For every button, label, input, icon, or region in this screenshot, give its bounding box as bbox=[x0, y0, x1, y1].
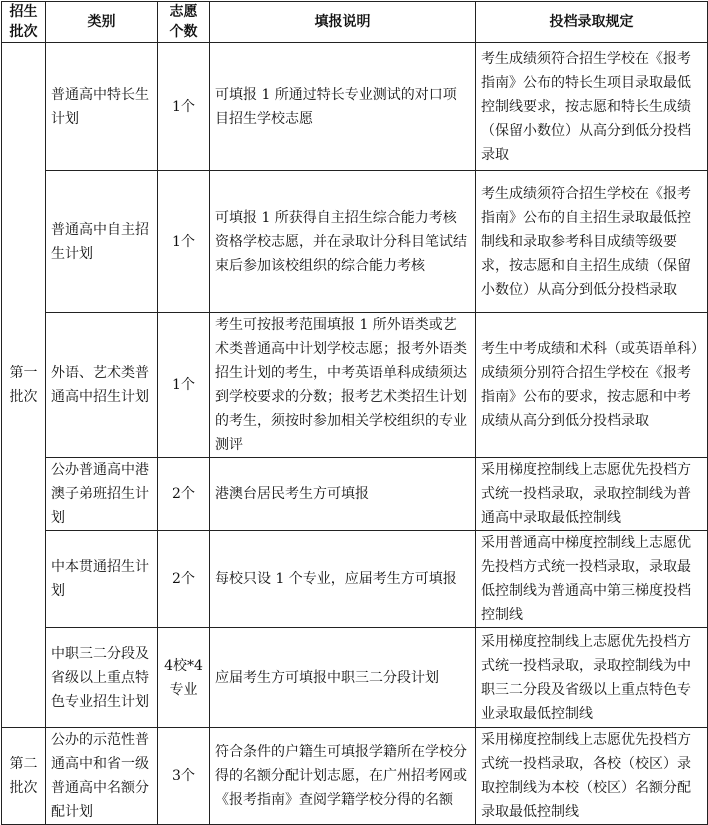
filling-cell: 符合条件的户籍生可填报学籍所在学校分得的名额分配计划志愿，在广州招考网或《报考指南》查阅学籍学校分得的名额 bbox=[210, 728, 476, 825]
header-rule: 投档录取规定 bbox=[476, 2, 708, 43]
rule-cell: 采用梯度控制线上志愿优先投档方式统一投档录取，各校（校区）录取控制线为本校（校区）名额分配录取最低控制线 bbox=[476, 728, 708, 825]
count-cell: 3个 bbox=[158, 728, 210, 825]
header-row bbox=[2, 2, 708, 43]
count-cell: 2个 bbox=[158, 458, 210, 531]
table-row bbox=[2, 628, 708, 728]
table-row bbox=[2, 458, 708, 531]
category-cell: 普通高中特长生计划 bbox=[46, 43, 158, 171]
category-cell: 公办普通高中港澳子弟班招生计划 bbox=[46, 458, 158, 531]
table-row bbox=[2, 43, 708, 171]
table-row bbox=[2, 728, 708, 825]
batch-two-cell: 第二批次 bbox=[2, 728, 46, 825]
count-cell: 4校*4专业 bbox=[158, 628, 210, 728]
rule-cell: 考生成绩须符合招生学校在《报考指南》公布的特长生项目录取最低控制线要求，按志愿和特长生成绩（保留小数位）从高分到低分投档录取 bbox=[476, 43, 708, 171]
filling-cell: 可填报 1 所获得自主招生综合能力考核资格学校志愿，并在录取计分科目笔试结束后参加该校组织的综合能力考核 bbox=[210, 171, 476, 313]
filling-cell: 应届考生方可填报中职三二分段计划 bbox=[210, 628, 476, 728]
filling-cell: 港澳台居民考生方可填报 bbox=[210, 458, 476, 531]
category-cell: 外语、艺术类普通高中招生计划 bbox=[46, 313, 158, 458]
filling-cell: 可填报 1 所通过特长专业测试的对口项目招生学校志愿 bbox=[210, 43, 476, 171]
rule-cell: 考生中考成绩和术科（或英语单科）成绩须分别符合招生学校在《报考指南》公布的要求，按志愿和中考成绩从高分到低分投档录取 bbox=[476, 313, 708, 458]
header-filling: 填报说明 bbox=[210, 2, 476, 43]
category-cell: 普通高中自主招生计划 bbox=[46, 171, 158, 313]
rule-cell: 采用普通高中梯度控制线上志愿优先投档方式统一投档录取，录取最低控制线为普通高中第三梯度投档控制线 bbox=[476, 531, 708, 628]
count-cell: 2个 bbox=[158, 531, 210, 628]
table-row bbox=[2, 171, 708, 313]
batch-one-cell: 第一批次 bbox=[2, 43, 46, 728]
admission-table bbox=[1, 1, 708, 825]
category-cell: 公办的示范性普通高中和省一级普通高中名额分配计划 bbox=[46, 728, 158, 825]
category-cell: 中本贯通招生计划 bbox=[46, 531, 158, 628]
count-cell: 1个 bbox=[158, 313, 210, 458]
rule-cell: 考生成绩须符合招生学校在《报考指南》公布的自主招生录取最低控制线和录取参考科目成绩等级要求，按志愿和自主招生成绩（保留小数位）从高分到低分投档录取 bbox=[476, 171, 708, 313]
header-category: 类别 bbox=[46, 2, 158, 43]
filling-cell: 考生可按报考范围填报 1 所外语类或艺术类普通高中计划学校志愿；报考外语类招生计划的考生，中考英语单科成绩须达到学校要求的分数；报考艺术类招生计划的考生，须按时参加相关学校组织的专业测评 bbox=[210, 313, 476, 458]
header-batch: 招生批次 bbox=[2, 2, 46, 43]
count-cell: 1个 bbox=[158, 43, 210, 171]
table-row bbox=[2, 313, 708, 458]
count-cell: 1个 bbox=[158, 171, 210, 313]
rule-cell: 采用梯度控制线上志愿优先投档方式统一投档录取，录取控制线为普通高中录取最低控制线 bbox=[476, 458, 708, 531]
category-cell: 中职三二分段及省级以上重点特色专业招生计划 bbox=[46, 628, 158, 728]
filling-cell: 每校只设 1 个专业，应届考生方可填报 bbox=[210, 531, 476, 628]
header-count: 志愿个数 bbox=[158, 2, 210, 43]
table-row bbox=[2, 531, 708, 628]
rule-cell: 采用梯度控制线上志愿优先投档方式统一投档录取，录取控制线为中职三二分段及省级以上重点特色专业录取最低控制线 bbox=[476, 628, 708, 728]
